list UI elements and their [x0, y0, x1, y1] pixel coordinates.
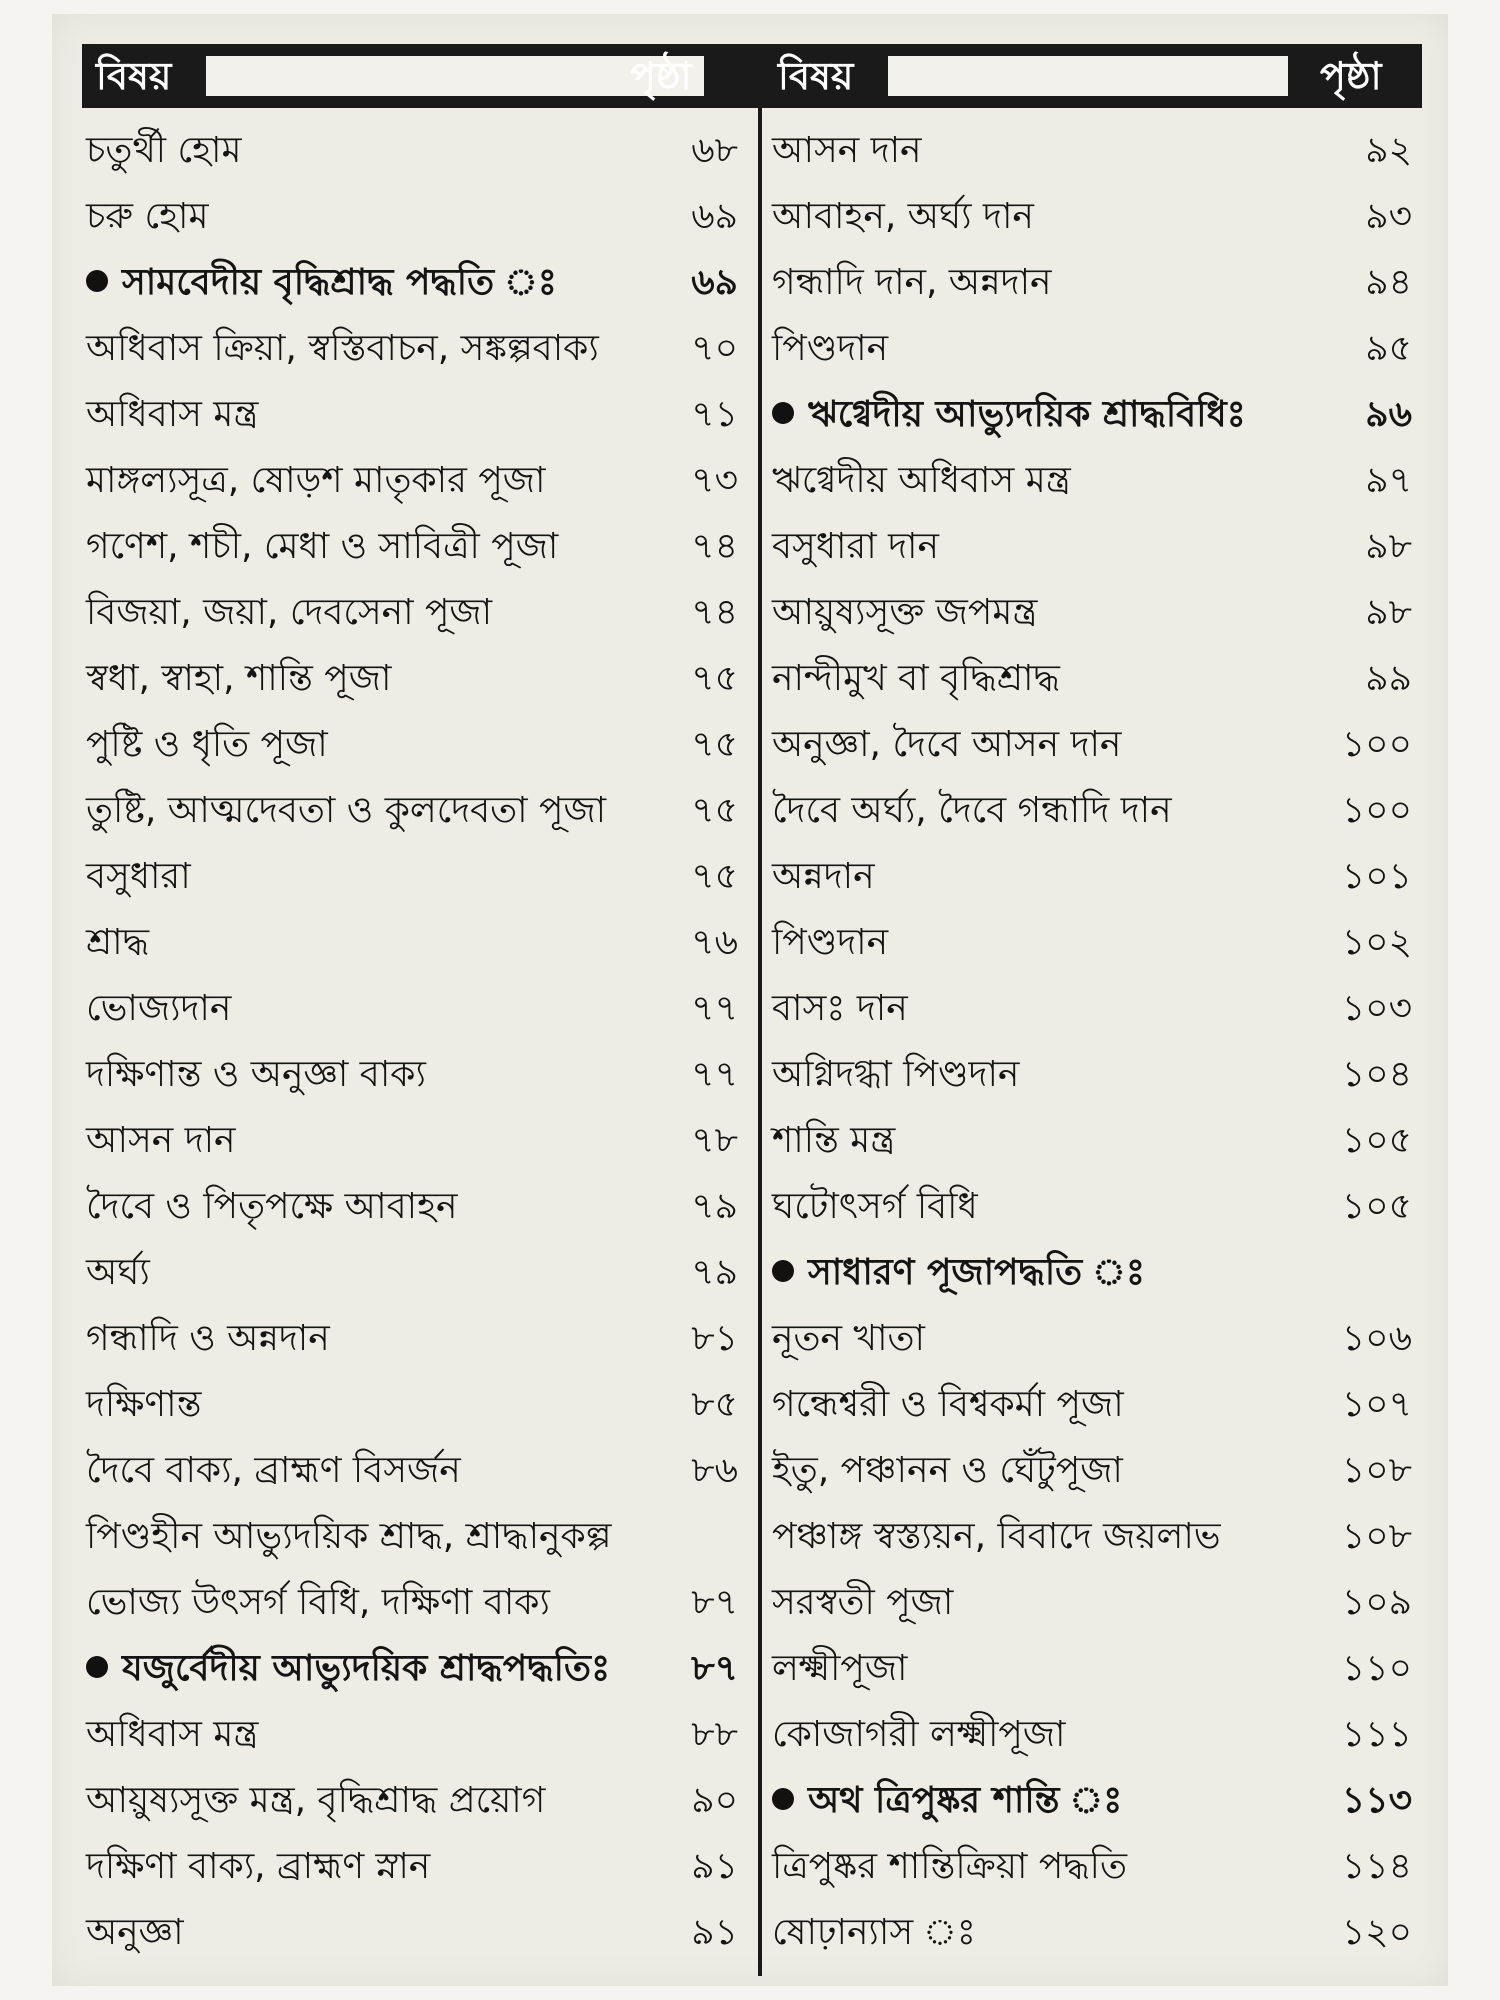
toc-entry-page: ৯১ — [691, 1846, 738, 1887]
toc-entry — [772, 452, 1412, 510]
toc-entry — [86, 1442, 738, 1500]
toc-entry — [86, 1310, 738, 1368]
toc-entry-page: ৯৬ — [1365, 394, 1412, 435]
toc-entry-page: ৮১ — [691, 1318, 738, 1359]
toc-entry — [772, 584, 1412, 642]
toc-entry-title — [86, 452, 545, 510]
toc-entry-title — [86, 1442, 461, 1500]
toc-entry-title — [772, 518, 939, 576]
toc-entry — [772, 650, 1412, 708]
toc-entry — [772, 1772, 1412, 1830]
toc-entry-title — [86, 650, 391, 708]
toc-entry-title-text: পিণ্ডহীন আভ্যুদয়িক শ্রাদ্ধ, শ্রাদ্ধানুকল্প — [86, 1516, 612, 1557]
toc-entry-page: ৬৮ — [691, 130, 738, 171]
toc-entry-title-text: অনুজ্ঞা — [86, 1912, 184, 1953]
toc-entry-title-text: অথ ত্রিপুষ্কর শান্তি ঃ — [808, 1780, 1123, 1821]
toc-entry-title — [86, 914, 149, 972]
toc-entry-title — [772, 188, 1034, 246]
toc-entry-page: ১১৩ — [1341, 1780, 1412, 1821]
toc-entry-title-text: সরস্বতী পূজা — [772, 1582, 954, 1623]
toc-entry-title — [86, 320, 599, 378]
toc-entry-page: ৭১ — [691, 394, 738, 435]
toc-entry-title-text: বিজয়া, জয়া, দেবসেনা পূজা — [86, 592, 493, 633]
toc-entry-page: ৮৭ — [691, 1582, 738, 1623]
toc-entry — [86, 782, 738, 840]
header-left-subject: বিষয় — [96, 54, 172, 98]
toc-entry-title-text: চতুর্থী হোম — [86, 130, 242, 171]
toc-entry-title-text: মাঙ্গল্যসূত্র, ষোড়শ মাতৃকার পূজা — [86, 460, 546, 501]
toc-entry — [772, 848, 1412, 906]
toc-entry-title — [86, 1574, 550, 1632]
toc-entry — [772, 914, 1412, 972]
toc-entry-page: ৭০ — [691, 328, 738, 369]
toc-entry-title — [86, 782, 606, 840]
toc-entry-page: ১০৬ — [1341, 1318, 1412, 1359]
toc-entry — [772, 1574, 1412, 1632]
toc-entry-page: ৭৪ — [691, 592, 738, 633]
toc-entry — [772, 1442, 1412, 1500]
toc-entry-page: ৭৫ — [691, 658, 738, 699]
toc-entry — [772, 1376, 1412, 1434]
toc-entry-page: ৯৪ — [1365, 262, 1412, 303]
toc-entry-page: ৭৮ — [691, 1120, 738, 1161]
toc-entry-title-text: পুষ্টি ও ধৃতি পূজা — [86, 724, 328, 765]
toc-entry-title-text: দক্ষিণান্ত — [86, 1384, 202, 1425]
toc-entry-title — [772, 1046, 1019, 1104]
toc-entry-title-text: গন্ধাদি দান, অন্নদান — [772, 262, 1052, 303]
toc-entry-title-text: বসুধারা দান — [772, 526, 939, 567]
toc-entry-title — [772, 1640, 907, 1698]
toc-entry-page: ৬৯ — [691, 262, 738, 303]
toc-entry-page: ১০৮ — [1341, 1450, 1412, 1491]
toc-entry — [772, 980, 1412, 1038]
header-right-page: পৃষ্ঠা — [1320, 54, 1382, 98]
toc-entry — [86, 1508, 738, 1566]
header-left-page: পৃষ্ঠা — [630, 54, 692, 98]
toc-entry-title — [772, 254, 1052, 312]
toc-entry-page: ৭৫ — [691, 856, 738, 897]
bullet-icon — [86, 1656, 108, 1678]
toc-entry — [772, 1310, 1412, 1368]
toc-entry — [86, 1706, 738, 1764]
toc-entry-title — [86, 1640, 610, 1698]
toc-entry-title-text: নান্দীমুখ বা বৃদ্ধিশ্রাদ্ধ — [772, 658, 1060, 699]
toc-entry-title-text: অধিবাস মন্ত্র — [86, 394, 259, 435]
toc-entry-title — [86, 386, 258, 444]
toc-entry-title-text: গন্ধাদি ও অন্নদান — [86, 1318, 330, 1359]
toc-entry-page: ১০৭ — [1341, 1384, 1412, 1425]
toc-entry-page: ৯০ — [691, 1780, 738, 1821]
toc-entry — [86, 122, 738, 180]
toc-entry-title — [86, 848, 191, 906]
toc-entry — [86, 914, 738, 972]
toc-entry-title — [772, 1508, 1221, 1566]
toc-entry-title-text: পিণ্ডদান — [772, 922, 889, 963]
toc-entry-title-text: দক্ষিণান্ত ও অনুজ্ঞা বাক্য — [86, 1054, 426, 1095]
toc-entry — [772, 1046, 1412, 1104]
toc-entry-title-text: অধিবাস মন্ত্র — [86, 1714, 259, 1755]
toc-entry — [86, 1046, 738, 1104]
toc-entry-title-text: পিণ্ডদান — [772, 328, 889, 369]
bullet-icon — [772, 1788, 794, 1810]
toc-entry-title-text: গন্ধেশ্বরী ও বিশ্বকর্মা পূজা — [772, 1384, 1124, 1425]
toc-entry — [772, 1244, 1412, 1302]
toc-entry-title — [86, 1772, 545, 1830]
toc-entry — [772, 254, 1412, 312]
toc-entry-page: ৯১ — [691, 1912, 738, 1953]
toc-entry-page: ১০৮ — [1341, 1516, 1412, 1557]
toc-entry-title-text: ঋগ্বেদীয় আভ্যুদয়িক শ্রাদ্ধবিধিঃ — [808, 394, 1246, 435]
table-header — [82, 44, 1422, 108]
toc-entry-title-text: ষোঢ়ান্যাস ঃ — [772, 1912, 976, 1953]
toc-entry-page: ৯৮ — [1365, 526, 1412, 567]
toc-entry-title-text: দৈবে বাক্য, ব্রাহ্মণ বিসর্জন — [86, 1450, 461, 1491]
toc-entry-title — [772, 914, 888, 972]
toc-entry — [86, 188, 738, 246]
toc-entry-title-text: ঘটোৎসর্গ বিধি — [772, 1186, 978, 1227]
toc-entry-title-text: ত্রিপুষ্কর শান্তিক্রিয়া পদ্ধতি — [772, 1846, 1127, 1887]
toc-entry — [86, 1244, 738, 1302]
toc-entry-title-text: কোজাগরী লক্ষ্মীপূজা — [772, 1714, 1066, 1755]
toc-entry — [86, 518, 738, 576]
toc-entry — [772, 716, 1412, 774]
toc-entry-title-text: চরু হোম — [86, 196, 209, 237]
toc-entry-title — [772, 848, 875, 906]
toc-entry — [772, 518, 1412, 576]
toc-entry-page: ৯৭ — [1365, 460, 1412, 501]
toc-entry-title — [86, 1046, 426, 1104]
toc-entry — [772, 1838, 1412, 1896]
toc-entry — [86, 584, 738, 642]
toc-entry — [86, 452, 738, 510]
toc-entry-title — [86, 188, 208, 246]
toc-entry-title-text: দৈবে ও পিতৃপক্ষে আবাহন — [86, 1186, 458, 1227]
toc-entry-title-text: আসন দান — [86, 1120, 236, 1161]
toc-entry-title-text: আয়ুষ্যসূক্ত জপমন্ত্র — [772, 592, 1038, 633]
toc-entry-page: ৯৫ — [1365, 328, 1412, 369]
toc-entry — [86, 980, 738, 1038]
toc-entry-page: ৭৩ — [691, 460, 738, 501]
toc-entry-page: ৭৯ — [691, 1252, 738, 1293]
toc-entry-page: ১০৯ — [1341, 1582, 1412, 1623]
toc-entry — [86, 1376, 738, 1434]
toc-entry-title-text: অধিবাস ক্রিয়া, স্বস্তিবাচন, সঙ্কল্পবাক্য — [86, 328, 599, 369]
toc-entry-page: ৭৭ — [691, 1054, 738, 1095]
toc-entry-title — [772, 1112, 895, 1170]
toc-entry-page: ১০২ — [1341, 922, 1412, 963]
column-divider — [758, 104, 762, 1976]
toc-entry-title-text: ঋগ্বেদীয় অধিবাস মন্ত্র — [772, 460, 1071, 501]
toc-entry-title-text: বসুধারা — [86, 856, 191, 897]
toc-entry-title-text: অগ্নিদগ্ধা পিণ্ডদান — [772, 1054, 1020, 1095]
toc-entry-page: ৯৮ — [1365, 592, 1412, 633]
toc-entry-page: ৭৪ — [691, 526, 738, 567]
toc-entry-title-text: সামবেদীয় বৃদ্ধিশ্রাদ্ধ পদ্ধতি ঃ — [122, 262, 557, 303]
bullet-icon — [86, 270, 108, 292]
bullet-icon — [772, 402, 794, 424]
toc-entry-title — [86, 1904, 184, 1962]
toc-entry-title-text: স্বধা, স্বাহা, শান্তি পূজা — [86, 658, 392, 699]
toc-entry-page: ৯২ — [1365, 130, 1412, 171]
toc-entry-page: ৯৯ — [1365, 658, 1412, 699]
toc-entry-title-text: অর্ঘ্য — [86, 1252, 150, 1293]
toc-entry-title-text: আবাহন, অর্ঘ্য দান — [772, 196, 1034, 237]
toc-entry-title — [86, 1112, 236, 1170]
toc-entry — [86, 1904, 738, 1962]
toc-entry-title-text: অনুজ্ঞা, দৈবে আসন দান — [772, 724, 1122, 765]
toc-entry-title — [772, 386, 1246, 444]
toc-entry-title-text: ভোজ্য উৎসর্গ বিধি, দক্ষিণা বাক্য — [86, 1582, 550, 1623]
toc-entry-page: ১১০ — [1341, 1648, 1412, 1689]
toc-entry-page: ৮৫ — [691, 1384, 738, 1425]
toc-entry-page: ১১৪ — [1341, 1846, 1412, 1887]
toc-entry-page: ১০৫ — [1341, 1120, 1412, 1161]
toc-entry-title-text: যজুর্বেদীয় আভ্যুদয়িক শ্রাদ্ধপদ্ধতিঃ — [122, 1648, 611, 1689]
toc-entry-page: ১০৩ — [1341, 988, 1412, 1029]
toc-entry-title-text: নূতন খাতা — [772, 1318, 925, 1359]
toc-entry-page: ১০০ — [1341, 724, 1412, 765]
toc-entry-title — [772, 1376, 1124, 1434]
toc-entry-title — [86, 1508, 611, 1566]
toc-entry — [772, 1508, 1412, 1566]
toc-entry-title — [86, 518, 558, 576]
toc-entry — [772, 782, 1412, 840]
toc-entry-title — [86, 254, 557, 312]
toc-entry-page: ১০০ — [1341, 790, 1412, 831]
toc-entry-page: ৭৬ — [691, 922, 738, 963]
toc-entry-title-text: শ্রাদ্ধ — [86, 922, 150, 963]
toc-entry — [772, 1904, 1412, 1962]
toc-entry-title-text: দৈবে অর্ঘ্য, দৈবে গন্ধাদি দান — [772, 790, 1172, 831]
toc-entry-title-text: শান্তি মন্ত্র — [772, 1120, 896, 1161]
toc-entry-page: ৮৭ — [691, 1648, 738, 1689]
toc-entry-title — [86, 584, 492, 642]
toc-entry-page: ১০৫ — [1341, 1186, 1412, 1227]
toc-entry-title-text: আসন দান — [772, 130, 922, 171]
toc-entry-title — [772, 980, 908, 1038]
toc-entry-title-text: তুষ্টি, আত্মদেবতা ও কুলদেবতা পূজা — [86, 790, 607, 831]
toc-entry-title — [772, 1244, 1145, 1302]
toc-entry-title-text: দক্ষিণা বাক্য, ব্রাহ্মণ স্নান — [86, 1846, 431, 1887]
toc-entry-title — [772, 782, 1172, 840]
toc-entry-title-text: পঞ্চাঙ্গ স্বস্ত্যয়ন, বিবাদে জয়লাভ — [772, 1516, 1221, 1557]
toc-entry-title — [86, 1376, 201, 1434]
toc-entry — [772, 1706, 1412, 1764]
toc-entry — [86, 848, 738, 906]
toc-entry-page: ১০৪ — [1341, 1054, 1412, 1095]
toc-entry — [772, 1112, 1412, 1170]
toc-entry-page: ৮৬ — [691, 1450, 738, 1491]
toc-entry — [86, 254, 738, 312]
toc-entry-title-text: লক্ষ্মীপূজা — [772, 1648, 908, 1689]
toc-entry-title — [772, 1904, 976, 1962]
toc-entry-title — [86, 1706, 258, 1764]
toc-entry-page: ৭৯ — [691, 1186, 738, 1227]
toc-entry-page: ৮৮ — [691, 1714, 738, 1755]
toc-entry-title-text: গণেশ, শচী, মেধা ও সাবিত্রী পূজা — [86, 526, 559, 567]
toc-entry-title — [772, 1574, 953, 1632]
toc-entry-title — [86, 1244, 150, 1302]
toc-entry-page: ৬৯ — [691, 196, 738, 237]
toc-entry-title — [86, 980, 231, 1038]
toc-entry-title — [772, 452, 1071, 510]
toc-entry — [86, 716, 738, 774]
toc-entry-page: ৭৫ — [691, 724, 738, 765]
toc-entry-page: ৭৫ — [691, 790, 738, 831]
bullet-icon — [772, 1260, 794, 1282]
header-right-spacer — [888, 56, 1288, 96]
toc-entry — [86, 386, 738, 444]
toc-entry-title — [772, 1838, 1127, 1896]
toc-entry — [86, 1838, 738, 1896]
toc-entry-title-text: ভোজ্যদান — [86, 988, 232, 1029]
toc-entry-title-text: অন্নদান — [772, 856, 875, 897]
toc-entry — [86, 1178, 738, 1236]
toc-entry — [86, 1574, 738, 1632]
toc-entry — [772, 1178, 1412, 1236]
toc-entry-title — [772, 122, 922, 180]
toc-entry-title — [86, 1178, 457, 1236]
toc-entry-title — [772, 1442, 1123, 1500]
toc-entry — [86, 1772, 738, 1830]
toc-entry — [86, 1112, 738, 1170]
toc-entry-title — [772, 1772, 1122, 1830]
toc-entry-title — [772, 716, 1121, 774]
toc-entry — [86, 320, 738, 378]
toc-entry-title-text: বাসঃ দান — [772, 988, 908, 1029]
toc-entry-title — [86, 716, 328, 774]
header-right-subject: বিষয় — [778, 54, 854, 98]
toc-entry — [772, 1640, 1412, 1698]
toc-entry — [772, 188, 1412, 246]
toc-entry — [86, 650, 738, 708]
toc-entry-title — [86, 1838, 430, 1896]
toc-entry-title-text: সাধারণ পূজাপদ্ধতি ঃ — [808, 1252, 1146, 1293]
toc-entry-title-text: আয়ুষ্যসূক্ত মন্ত্র, বৃদ্ধিশ্রাদ্ধ প্রয়োগ — [86, 1780, 546, 1821]
toc-entry — [772, 320, 1412, 378]
toc-entry-title — [86, 1310, 330, 1368]
toc-entry — [772, 386, 1412, 444]
toc-entry-title — [772, 650, 1060, 708]
toc-entry-title-text: ইতু, পঞ্চানন ও ঘেঁটুপূজা — [772, 1450, 1123, 1491]
toc-entry-title — [772, 1310, 925, 1368]
toc-entry-title — [772, 584, 1037, 642]
toc-entry — [772, 122, 1412, 180]
toc-entry-title — [86, 122, 241, 180]
toc-entry-title — [772, 1178, 978, 1236]
toc-entry — [86, 1640, 738, 1698]
toc-entry-title — [772, 320, 888, 378]
toc-entry-page: ৭৭ — [691, 988, 738, 1029]
toc-entry-page: ১১১ — [1341, 1714, 1412, 1755]
toc-entry-page: ১০১ — [1341, 856, 1412, 897]
toc-entry-page: ৯৩ — [1365, 196, 1412, 237]
toc-entry-page: ১২০ — [1341, 1912, 1412, 1953]
toc-entry-title — [772, 1706, 1066, 1764]
